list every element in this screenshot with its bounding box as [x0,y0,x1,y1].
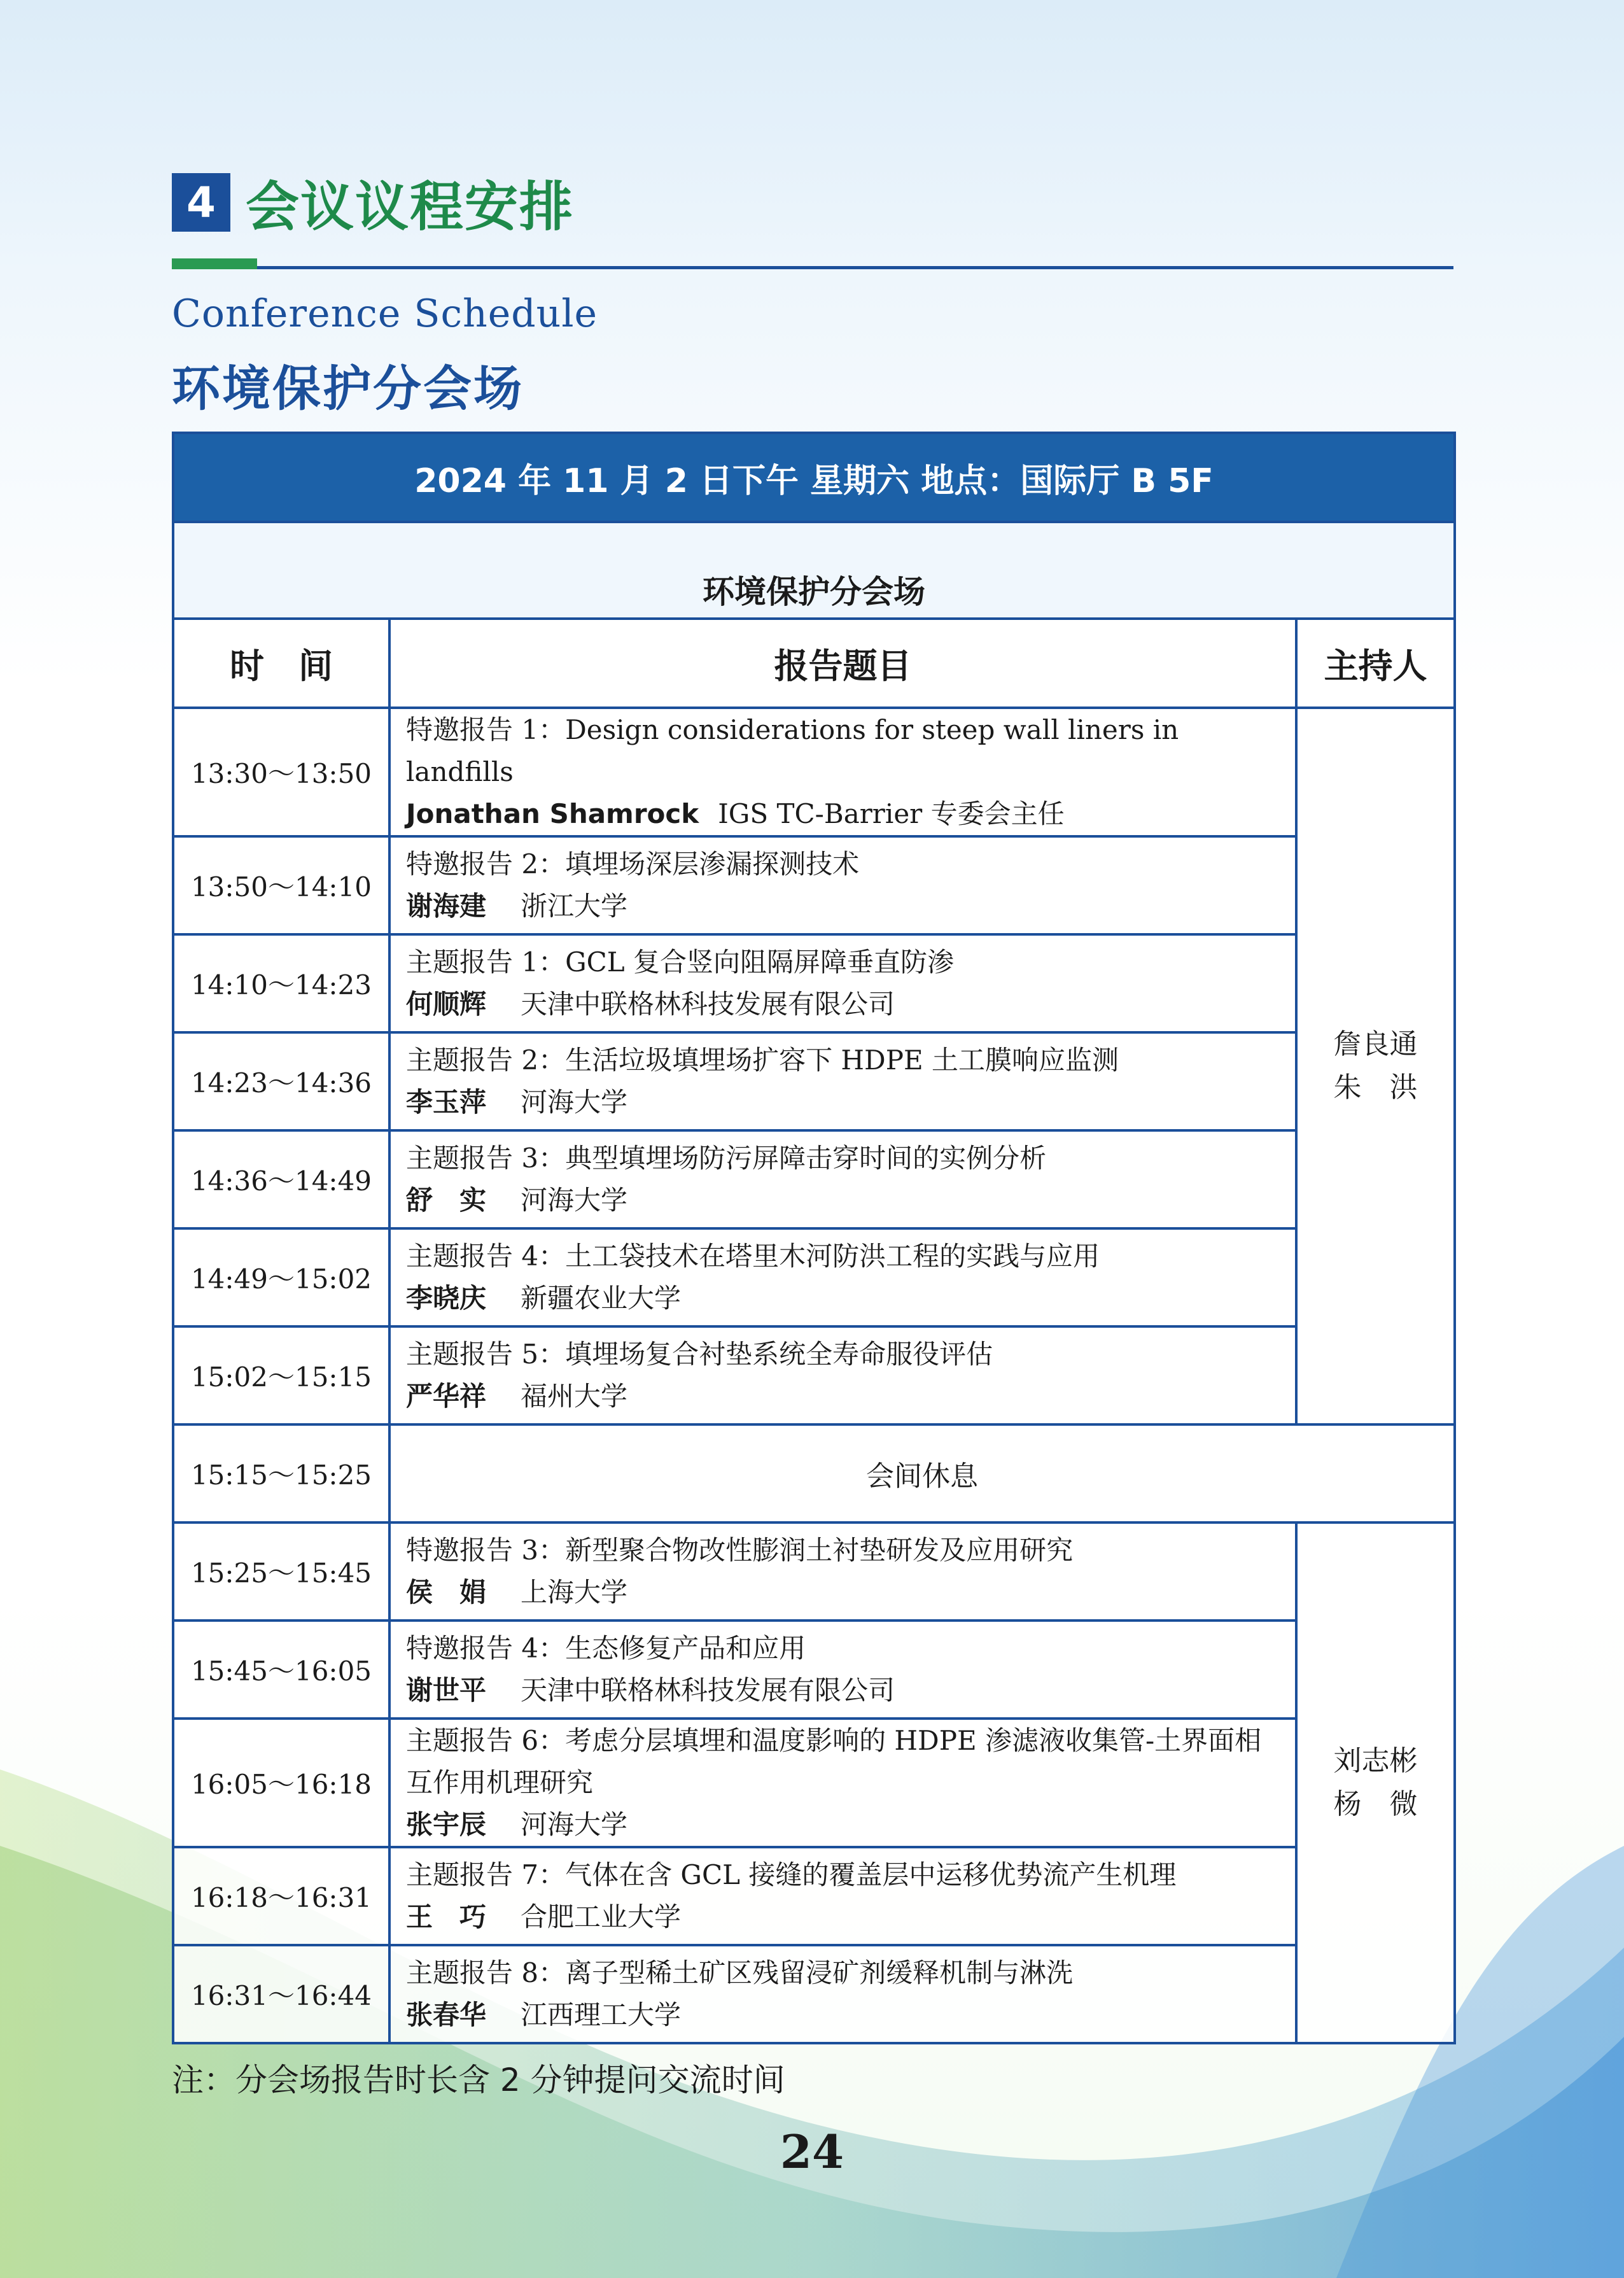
table-row [173,1228,1455,1326]
talk-cell [389,1032,1296,1130]
speaker-affiliation: 福州大学 [521,1381,628,1412]
time-cell: 13:30～13:50 [173,708,389,836]
host-name: 杨 微 [1333,1788,1418,1820]
session-subtitle: 环境保护分会场 [172,360,524,417]
section-title-english: Conference Schedule [172,292,598,336]
host-name: 詹良通 [1333,1028,1418,1060]
talk-cell [389,1621,1296,1719]
speaker-name: 谢海建 [406,890,487,922]
table-row [173,1326,1455,1424]
time-cell: 16:05～16:18 [173,1719,389,1847]
speaker-affiliation: 天津中联格林科技发展有限公司 [521,1675,895,1706]
table-row [173,1945,1455,2043]
speaker-affiliation: 河海大学 [521,1809,628,1840]
break-cell: 会间休息 [389,1424,1455,1522]
speaker-affiliation: IGS TC-Barrier 专委会主任 [718,798,1065,829]
table-row [173,836,1455,934]
talk-cell [389,708,1296,836]
speaker-affiliation: 浙江大学 [521,890,628,922]
talk-title: 主题报告 8：离子型稀土矿区残留浸矿剂缓释机制与淋洗 [406,1957,1074,1988]
talk-title: 主题报告 2：生活垃圾填埋场扩容下 HDPE 土工膜响应监测 [406,1044,1119,1076]
speaker-affiliation: 上海大学 [521,1577,628,1608]
table-row [173,1719,1455,1847]
time-cell: 15:15～15:25 [173,1424,389,1522]
table-row [173,1847,1455,1945]
talk-cell [389,836,1296,934]
speaker-name: Jonathan Shamrock [406,798,699,829]
host-cell [1296,708,1455,1424]
header-divider [172,266,1453,269]
talk-title: 主题报告 7：气体在含 GCL 接缝的覆盖层中运移优势流产生机理 [406,1859,1177,1890]
speaker-affiliation: 河海大学 [521,1185,628,1216]
host-name: 刘志彬 [1333,1745,1418,1777]
table-row [173,934,1455,1032]
speaker-affiliation: 河海大学 [521,1086,628,1118]
section-header [172,171,575,238]
time-cell: 15:02～15:15 [173,1326,389,1424]
talk-cell [389,1326,1296,1424]
speaker-affiliation: 天津中联格林科技发展有限公司 [521,988,895,1020]
talk-title: 特邀报告 4：生态修复产品和应用 [406,1633,806,1664]
speaker-name: 何顺辉 [406,988,487,1020]
speaker-name: 舒 实 [406,1185,487,1216]
header-divider-accent [172,258,257,269]
talk-cell [389,1945,1296,2043]
schedule-table [172,432,1453,2044]
host-cell [1296,1522,1455,2043]
section-number-badge: 4 [172,173,230,232]
speaker-affiliation: 新疆农业大学 [521,1283,682,1314]
table-row-break [173,1424,1455,1522]
time-cell: 14:36～14:49 [173,1130,389,1228]
talk-title: 特邀报告 3：新型聚合物改性膨润土衬垫研发及应用研究 [406,1535,1074,1566]
talk-cell [389,1847,1296,1945]
table-row [173,1621,1455,1719]
talk-title: 主题报告 3：典型填埋场防污屏障击穿时间的实例分析 [406,1143,1047,1174]
speaker-name: 侯 娟 [406,1577,487,1608]
talk-title: 特邀报告 2：填埋场深层渗漏探测技术 [406,848,860,880]
column-header-title: 报告题目 [389,619,1296,708]
table-row [173,708,1455,836]
page-number: 24 [780,2125,844,2179]
host-name: 朱 洪 [1333,1071,1418,1104]
table-row [173,1522,1455,1621]
talk-title: 主题报告 6：考虑分层填埋和温度影响的 HDPE 渗滤液收集管-土界面相互作用机理研究 [406,1725,1262,1798]
talk-title: 主题报告 4：土工袋技术在塔里木河防洪工程的实践与应用 [406,1241,1100,1272]
speaker-affiliation: 江西理工大学 [521,1999,682,2030]
time-cell: 13:50～14:10 [173,836,389,934]
speaker-name: 谢世平 [406,1675,487,1706]
column-header-host: 主持人 [1296,619,1455,708]
talk-cell [389,1522,1296,1621]
time-cell: 16:31～16:44 [173,1945,389,2043]
time-cell: 15:25～15:45 [173,1522,389,1621]
talk-title: 主题报告 1：GCL 复合竖向阻隔屏障垂直防渗 [406,946,955,978]
talk-cell [389,1719,1296,1847]
speaker-name: 李玉萍 [406,1086,487,1118]
time-cell: 15:45～16:05 [173,1621,389,1719]
talk-title: 主题报告 5：填埋场复合衬垫系统全寿命服役评估 [406,1339,993,1370]
speaker-name: 李晓庆 [406,1283,487,1314]
footnote: 注：分会场报告时长含 2 分钟提问交流时间 [172,2062,785,2099]
table-row [173,1032,1455,1130]
speaker-name: 张春华 [406,1999,487,2030]
speaker-name: 严华祥 [406,1381,487,1412]
speaker-affiliation: 合肥工业大学 [521,1901,682,1932]
talk-cell [389,934,1296,1032]
talk-cell [389,1130,1296,1228]
date-location-banner: 2024 年 11 月 2 日下午 星期六 地点：国际厅 B 5F [173,433,1455,522]
section-title: 会议议程安排 [246,175,575,238]
speaker-name: 张宇辰 [406,1809,487,1840]
time-cell: 16:18～16:31 [173,1847,389,1945]
time-cell: 14:49～15:02 [173,1228,389,1326]
time-cell: 14:23～14:36 [173,1032,389,1130]
column-header-time: 时 间 [173,619,389,708]
time-cell: 14:10～14:23 [173,934,389,1032]
speaker-name: 王 巧 [406,1901,487,1932]
table-row [173,1130,1455,1228]
talk-cell [389,1228,1296,1326]
talk-title: 特邀报告 1：Design considerations for steep wall liners in landfills [406,714,1179,787]
venue-name: 环境保护分会场 [173,522,1455,619]
